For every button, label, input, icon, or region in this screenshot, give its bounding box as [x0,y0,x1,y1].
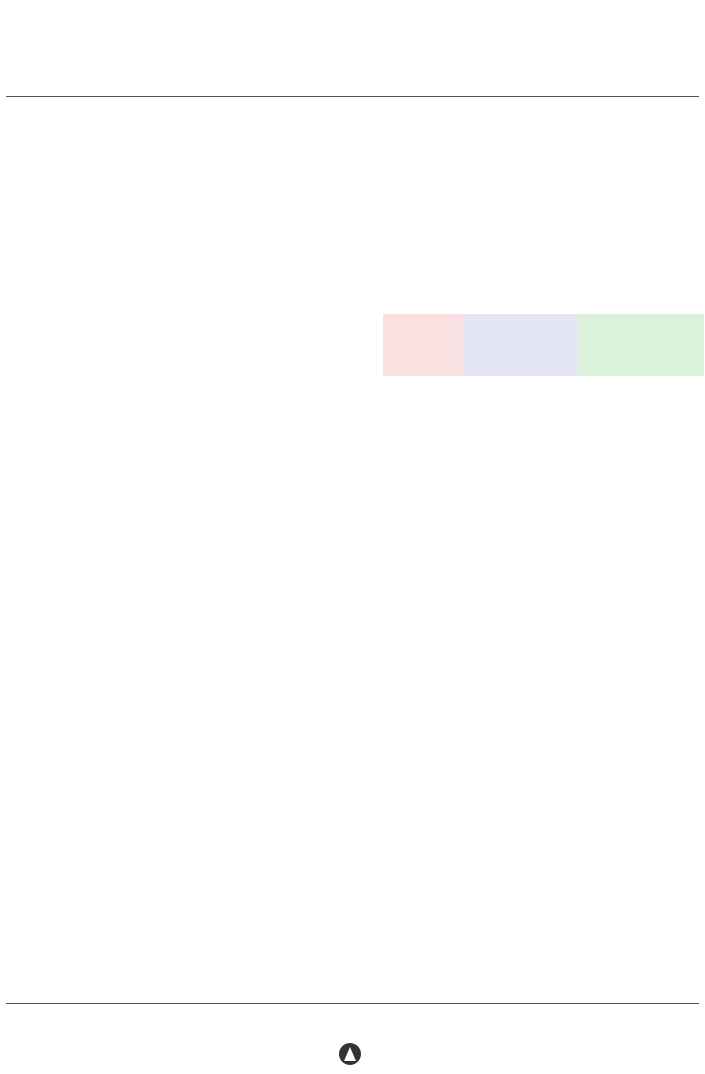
highlight-red [383,314,463,376]
footer-divider [6,1003,699,1004]
highlight-green [578,314,704,376]
entry-text [46,104,692,151]
alcar-logo [284,1040,364,1070]
highlight-blue [463,314,578,376]
header-divider [6,96,699,97]
list-item [6,104,692,151]
tuv-austria-logo [585,4,700,66]
alcar-logo-graphic [284,1040,364,1070]
tire-size-table [46,104,692,151]
conditions-list [6,104,692,158]
